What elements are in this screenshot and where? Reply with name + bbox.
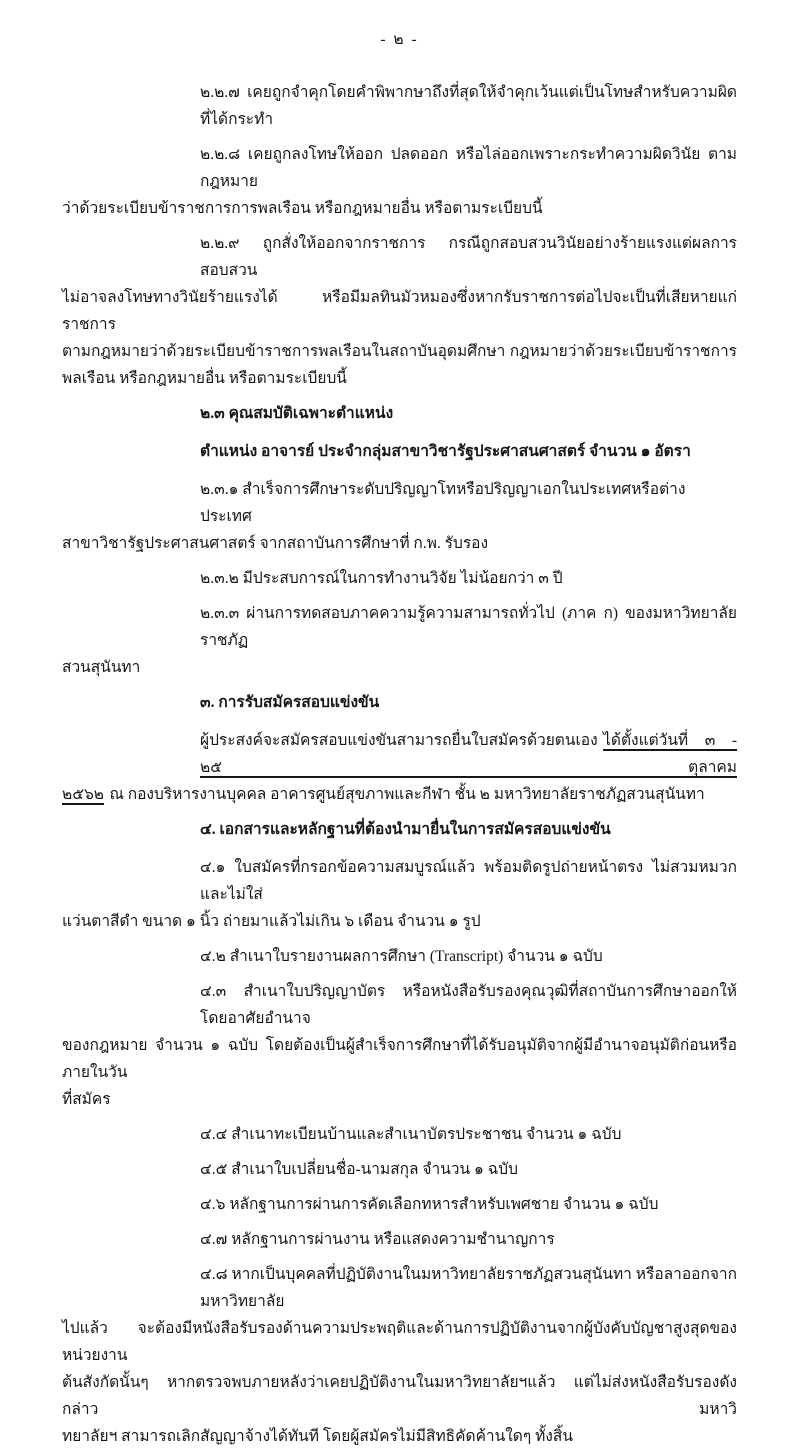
text-line: สวนสุนันทา [62, 659, 141, 676]
clause-4-2 [62, 943, 737, 970]
application-year-underline: ๒๕๖๒ [62, 786, 105, 803]
clause-2-3-3 [62, 600, 737, 681]
application-text: ผู้ประสงค์จะสมัครสอบแข่งขันสามารถยื่นใบสมัครด้วยตนเอง [200, 732, 598, 749]
page-number: - ๒ - [380, 31, 419, 48]
text-line: ต้นสังกัดนั้นๆ หากตรวจพบภายหลังว่าเคยปฏิบัติงานในมหาวิทยาลัยฯแล้ว แต่ไม่ส่งหนังสือรับรองดังกล่าว มหาวิ [62, 1374, 737, 1418]
text-line: ๔.๗ หลักฐานการผ่านงาน หรือแสดงความชำนาญการ [200, 1231, 555, 1248]
text-line: ๒.๒.๘ เคยถูกลงโทษให้ออก ปลดออก หรือไล่ออกเพราะกระทำความผิดวินัย ตามกฎหมาย [200, 146, 737, 190]
clause-2-2-7 [62, 79, 737, 133]
clause-4-7 [62, 1226, 737, 1253]
text-line: ๒.๒.๙ ถูกสั่งให้ออกจากราชการ กรณีถูกสอบสวนวินัยอย่างร้ายแรงแต่ผลการสอบสวน [200, 235, 737, 279]
clause-2-3-1 [62, 476, 737, 557]
text-line: ๔.๖ หลักฐานการผ่านการคัดเลือกทหารสำหรับเพศชาย จำนวน ๑ ฉบับ [200, 1196, 659, 1213]
text-line [62, 781, 737, 808]
position-title-heading: ตำแหน่ง อาจารย์ ประจำกลุ่มสาขาวิชารัฐประศาสนศาสตร์ จำนวน ๑ อัตรา [200, 443, 691, 460]
text-line: ของกฎหมาย จำนวน ๑ ฉบับ โดยต้องเป็นผู้สำเร็จการศึกษาที่ได้รับอนุมัติจากผู้มีอำนาจอนุมัติก่อนหรือภายในวัน [62, 1037, 737, 1081]
clause-4-1 [62, 854, 737, 935]
clause-2-3-2 [62, 565, 737, 592]
clause-4-3 [62, 978, 737, 1113]
text-line [62, 727, 737, 781]
text-line: ว่าด้วยระเบียบข้าราชการการพลเรือน หรือกฎหมายอื่น หรือตามระเบียบนี้ [62, 200, 543, 217]
text-line: ๔.๕ สำเนาใบเปลี่ยนชื่อ-นามสกุล จำนวน ๑ ฉบับ [200, 1161, 518, 1178]
text-line: ๔.๑ ใบสมัครที่กรอกข้อความสมบูรณ์แล้ว พร้อมติดรูปถ่ายหน้าตรง ไม่สวมหมวกและไม่ใส่ [200, 859, 737, 903]
clause-4-8 [62, 1261, 737, 1450]
application-dates-underline: ได้ตั้งแต่วันที่ ๓ - ๒๕ ตุลาคม [200, 732, 737, 776]
clause-4-4 [62, 1121, 737, 1148]
text-line: ที่สมัคร [62, 1091, 111, 1108]
text-line: ๒.๓.๑ สำเร็จการศึกษาระดับปริญญาโทหรือปริญญาเอกในประเทศหรือต่างประเทศ [200, 481, 686, 525]
section-3-heading: ๓. การรับสมัครสอบแข่งขัน [200, 694, 380, 711]
text-line: ตามกฎหมายว่าด้วยระเบียบข้าราชการพลเรือนในสถาบันอุดมศึกษา กฎหมายว่าด้วยระเบียบข้าราชการ [62, 343, 737, 360]
text-line: ไม่อาจลงโทษทางวินัยร้ายแรงได้ หรือมีมลทินมัวหมองซึ่งหากรับราชการต่อไปจะเป็นที่เสียหายแก่ราชการ [62, 289, 737, 333]
clause-2-2-8 [62, 141, 737, 222]
text-line: ๔.๒ สำเนาใบรายงานผลการศึกษา (Transcript) จำนวน ๑ ฉบับ [200, 948, 603, 965]
text-line: พลเรือน หรือกฎหมายอื่น หรือตามระเบียบนี้ [62, 370, 347, 387]
text-line: ๒.๓.๓ ผ่านการทดสอบภาคความรู้ความสามารถทั่วไป (ภาค ก) ของมหาวิทยาลัยราชภัฏ [200, 605, 737, 649]
text-line: ทยาลัยฯ สามารถเลิกสัญญาจ้างได้ทันที โดยผู้สมัครไม่มีสิทธิคัดค้านใดๆ ทั้งสิ้น [62, 1428, 573, 1445]
application-paragraph [62, 727, 737, 808]
text-line: ๔.๘ หากเป็นบุคคลที่ปฏิบัติงานในมหาวิทยาลัยราชภัฏสวนสุนันทา หรือลาออกจากมหาวิทยาลัย [200, 1266, 737, 1310]
clause-2-2-9 [62, 230, 737, 392]
text-line: แว่นตาสีดำ ขนาด ๑ นิ้ว ถ่ายมาแล้วไม่เกิน ๖ เดือน จำนวน ๑ รูป [62, 913, 481, 930]
section-4-heading: ๔. เอกสารและหลักฐานที่ต้องนำมายื่นในการสมัครสอบแข่งขัน [200, 821, 611, 838]
text-line: ๔.๔ สำเนาทะเบียนบ้านและสำเนาบัตรประชาชน จำนวน ๑ ฉบับ [200, 1126, 622, 1143]
clause-4-6 [62, 1191, 737, 1218]
section-2-3-heading: ๒.๓ คุณสมบัติเฉพาะตำแหน่ง [200, 405, 394, 422]
text-line: ๒.๓.๒ มีประสบการณ์ในการทำงานวิจัย ไม่น้อยกว่า ๓ ปี [200, 570, 563, 587]
text-line: สาขาวิชารัฐประศาสนศาสตร์ จากสถาบันการศึกษาที่ ก.พ. รับรอง [62, 535, 489, 552]
text-line: ๔.๓ สำเนาใบปริญญาบัตร หรือหนังสือรับรองคุณวุฒิที่สถาบันการศึกษาออกให้ โดยอาศัยอำนาจ [200, 983, 737, 1027]
clause-4-5 [62, 1156, 737, 1183]
text-line: ไปแล้ว จะต้องมีหนังสือรับรองด้านความประพฤติและด้านการปฏิบัติงานจากผู้บังคับบัญชาสูงสุดของหน่วยงาน [62, 1320, 737, 1364]
application-location-text: ณ กองบริหารงานบุคคล อาคารศูนย์สุขภาพและกีฬา ชั้น ๒ มหาวิทยาลัยราชภัฏสวนสุนันทา [109, 786, 705, 803]
text-line: ๒.๒.๗ เคยถูกจำคุกโดยคำพิพากษาถึงที่สุดให้จำคุกเว้นแต่เป็นโทษสำหรับความผิดที่ได้กระทำ [200, 84, 737, 128]
